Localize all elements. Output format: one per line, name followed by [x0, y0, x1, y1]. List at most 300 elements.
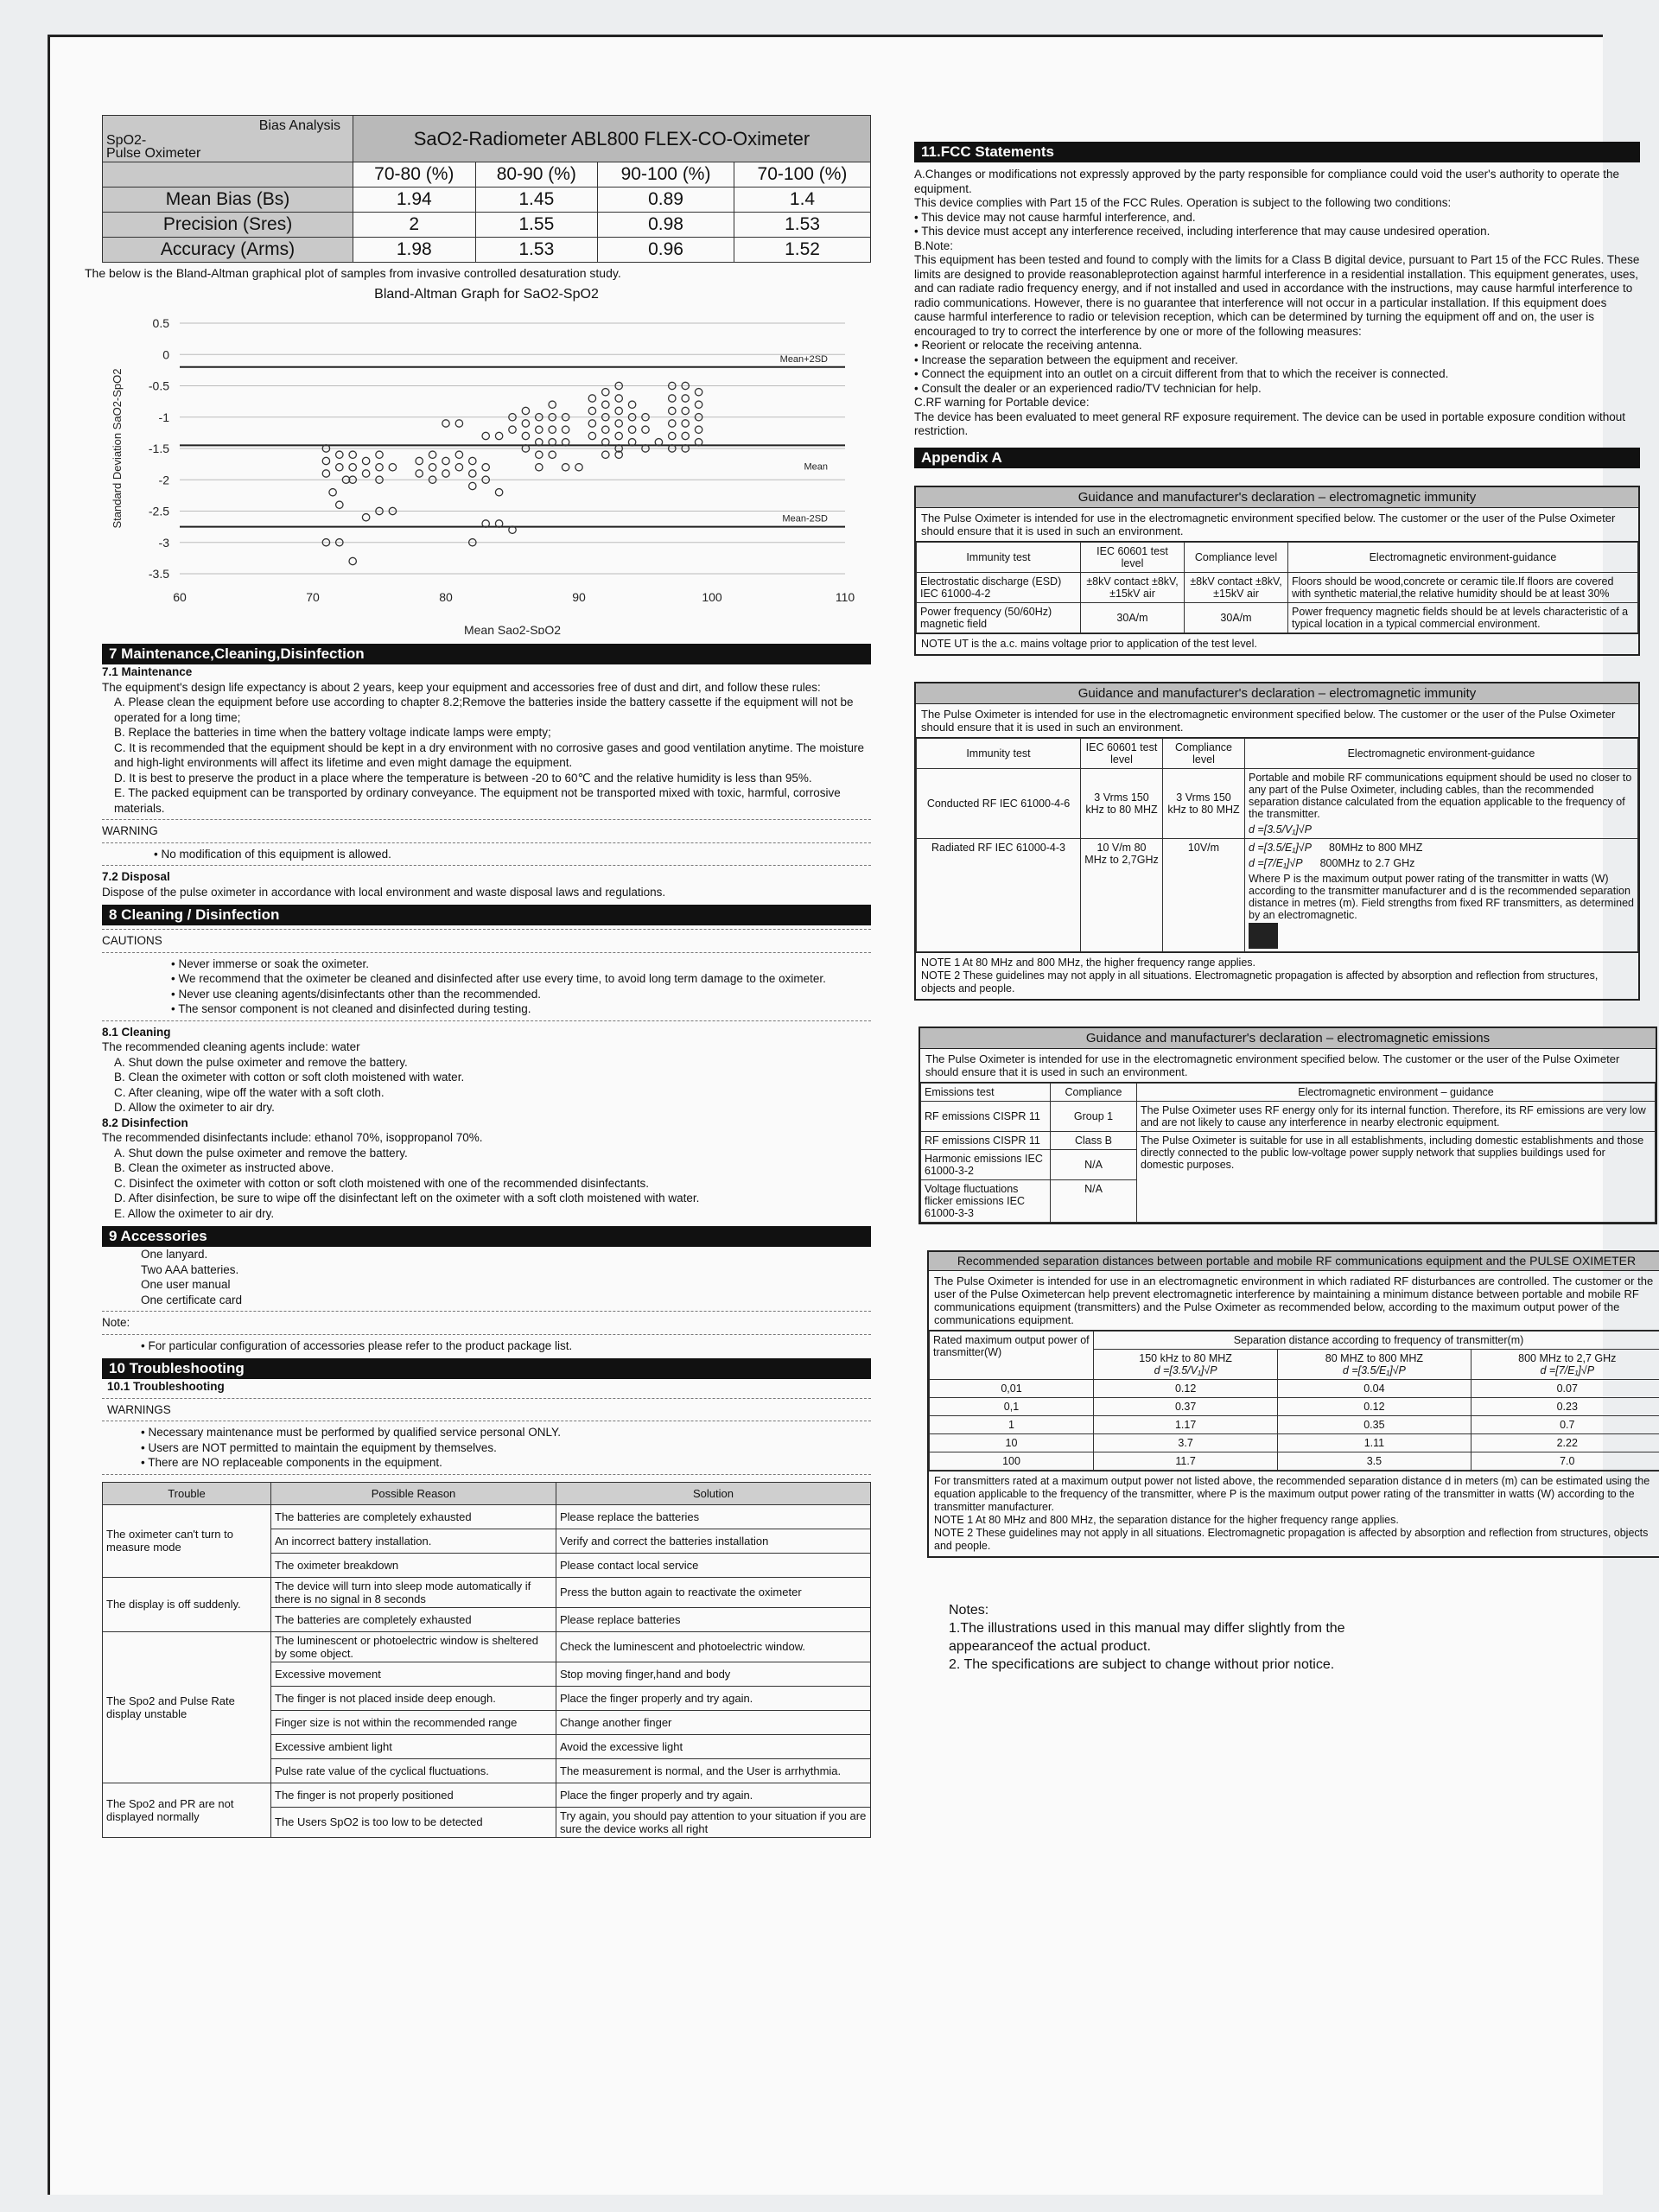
list-item: One certificate card	[141, 1293, 243, 1306]
list-item: E. Allow the oximeter to air dry.	[114, 1206, 275, 1220]
section-10-1-heading: 10.1 Troubleshooting	[107, 1380, 225, 1393]
appendix-a-header: Appendix A	[914, 448, 1640, 468]
solution-cell: Please replace batteries	[556, 1607, 871, 1631]
cell: 1.11	[1278, 1433, 1471, 1452]
solution-cell: Stop moving finger,hand and body	[556, 1662, 871, 1686]
table-row	[930, 1452, 1659, 1470]
y-tick-label: 0.5	[152, 316, 169, 330]
data-point	[522, 407, 529, 414]
reason-cell: The finger is not properly positioned	[271, 1783, 556, 1807]
data-point	[336, 451, 343, 458]
cell: ±8kV contact ±8kV,±15kV air	[1081, 572, 1185, 602]
data-point	[376, 451, 383, 458]
data-point	[482, 432, 489, 439]
list-item: C. Disinfect the oximeter with cotton or soft cloth moistened with one of the recommended disinfectants.	[114, 1176, 650, 1190]
closing-notes	[949, 1601, 1433, 1674]
list-item: One lanyard.	[141, 1248, 208, 1261]
list-item: D. It is best to preserve the product in a place where the temperature is between -20 to 60℃ and the relative humidity is less than 95%.	[114, 771, 812, 785]
note-line: 2. The specifications are subject to change without prior notice.	[949, 1656, 1335, 1672]
section-10-body	[102, 1379, 871, 1475]
data-point	[536, 451, 543, 458]
data-point	[575, 464, 582, 471]
table-row	[930, 1433, 1659, 1452]
y-tick-label: -2.5	[148, 504, 169, 518]
fcc-line: C.RF warning for Portable device:	[914, 396, 1090, 409]
cell: 0.98	[598, 213, 734, 238]
list-item: • No modification of this equipment is allowed.	[154, 847, 391, 861]
data-point	[549, 451, 556, 458]
y-tick-label: -3.5	[148, 567, 169, 581]
cell: 0.37	[1094, 1397, 1278, 1415]
formula: d =[3.5/E₁]√P	[1342, 1363, 1406, 1376]
cell: Harmonic emissions IEC 61000-3-2	[921, 1149, 1051, 1179]
band-label: 80 MHZ to 800 MHZ	[1325, 1351, 1424, 1364]
data-point	[522, 432, 529, 439]
data-point	[322, 470, 329, 477]
cell: N/A	[1051, 1179, 1137, 1222]
table-row	[103, 1783, 871, 1807]
table-intro: The Pulse Oximeter is intended for use in the electromagnetic environment specified below. The customer or the user of the Pulse Oximeter should ensure that it is used in such an environment.	[916, 508, 1638, 542]
band-label: 150 kHz to 80 MHZ	[1139, 1351, 1232, 1364]
data-point	[362, 457, 369, 464]
cell: N/A	[1051, 1149, 1137, 1179]
note-line: NOTE 1 At 80 MHz and 800 MHz, the separation distance for the higher frequency range applies.	[934, 1513, 1399, 1526]
table-note	[916, 952, 1638, 999]
cell: 0,1	[930, 1397, 1094, 1415]
reason-cell: The oximeter breakdown	[271, 1553, 556, 1577]
data-point	[469, 457, 476, 464]
row-label: Precision (Sres)	[103, 213, 353, 238]
data-point	[536, 464, 543, 471]
bias-corner-title: Bias Analysis	[258, 118, 340, 133]
list-item: • For particular configuration of accessories please refer to the product package list.	[141, 1338, 573, 1352]
data-point	[322, 457, 329, 464]
note-label: Note:	[102, 1316, 130, 1329]
row-label: Mean Bias (Bs)	[103, 188, 353, 213]
guidance-text: Portable and mobile RF communications equipment should be used no closer to any part of the Pulse Oximeter, including cables, than the recommended separation distance calculated from the equation applicable to the frequency of the transmitter.	[1249, 771, 1632, 820]
cell: 1.53	[734, 213, 871, 238]
cell: Electrostatic discharge (ESD) IEC 61000-4-2	[917, 572, 1081, 602]
table-row	[930, 1415, 1659, 1433]
warning-item: Necessary maintenance must be performed by qualified service personal ONLY.	[148, 1426, 561, 1439]
table-title: Recommended separation distances between portable and mobile RF communications equipment and the PULSE OXIMETER	[929, 1252, 1659, 1271]
solution-cell: Check the luminescent and photoelectric window.	[556, 1631, 871, 1662]
cell: 1.4	[734, 188, 871, 213]
formula: d =[7/E₁]√P	[1540, 1363, 1595, 1376]
data-point	[602, 389, 609, 396]
caution-item: We recommend that the oximeter be cleaned and disinfected after use every time, to avoid long term damage to the oximeter.	[178, 972, 826, 985]
fcc-line: This device complies with Part 15 of the FCC Rules. Operation is subject to the following two conditions:	[914, 196, 1452, 209]
cell: 1.55	[475, 213, 598, 238]
fcc-statements	[914, 168, 1640, 439]
fcc-line: • Consult the dealer or an experienced radio/TV technician for help.	[914, 381, 1262, 395]
separation-header: Separation distance according to frequency of transmitter(m)	[1094, 1331, 1659, 1349]
column-header: Compliance level	[1185, 542, 1288, 572]
cell: 0.07	[1471, 1379, 1659, 1397]
reason-cell: An incorrect battery installation.	[271, 1529, 556, 1553]
data-point	[682, 432, 689, 439]
table-note: NOTE UT is the a.c. mains voltage prior to application of the test level.	[916, 633, 1638, 654]
data-point	[495, 489, 502, 496]
y-tick-label: -2	[158, 473, 169, 487]
data-point	[455, 420, 462, 427]
fcc-line: • This device may not cause harmful interference, and.	[914, 210, 1196, 224]
data-point	[588, 407, 595, 414]
list-item: • We recommend that the oximeter be cleaned and disinfected after use every time, to avoid long term damage to the oximeter.	[171, 972, 826, 985]
divider	[102, 865, 871, 866]
fcc-line: • This device must accept any interference received, including interference that may cause undesired operation.	[914, 225, 1491, 238]
data-point	[416, 470, 423, 477]
list-item: B. Clean the oximeter as instructed above.	[114, 1161, 334, 1174]
data-point	[362, 470, 369, 477]
cell: The Pulse Oximeter uses RF energy only for its internal function. Therefore, its RF emissions are very low and are not likely to cause any interference in nearby electronic equipment.	[1137, 1101, 1656, 1131]
cell: 3 Vrms 150 kHz to 80 MHZ	[1163, 768, 1245, 838]
list-item: • Necessary maintenance must be performed by qualified service personal ONLY.	[141, 1426, 561, 1439]
cell: 30A/m	[1081, 602, 1185, 632]
cell: Power frequency magnetic fields should be at levels characteristic of a typical location in a typical commercial environment.	[1288, 602, 1638, 632]
reason-cell: The batteries are completely exhausted	[271, 1504, 556, 1529]
divider	[102, 1334, 871, 1335]
section-11-header: 11.FCC Statements	[914, 142, 1640, 162]
formula: d =[7/E₁]√P	[1249, 856, 1303, 869]
table-row	[103, 188, 871, 213]
section-7-1-heading: 7.1 Maintenance	[102, 665, 193, 678]
section-9-body	[102, 1247, 871, 1353]
caution-item: Never immerse or soak the oximeter.	[178, 957, 370, 970]
data-point	[642, 426, 649, 433]
table-row	[921, 1131, 1656, 1149]
immunity-table-2	[914, 682, 1640, 1001]
cell: 1.53	[475, 238, 598, 263]
data-point	[695, 426, 702, 433]
band-header	[1278, 1349, 1471, 1379]
column-header: Solution	[556, 1482, 871, 1504]
cell: 1.98	[353, 238, 476, 263]
table-row	[103, 1504, 871, 1529]
divider	[102, 1398, 871, 1399]
list-item: • Never use cleaning agents/disinfectants other than the recommended.	[171, 987, 541, 1001]
formula: d =[3.5/V₁]√P	[1154, 1363, 1217, 1376]
column-header: Emissions test	[921, 1083, 1051, 1101]
formula-range: 800MHz to 2.7 GHz	[1319, 856, 1415, 869]
section-10-header: 10 Troubleshooting	[102, 1358, 871, 1379]
data-point	[482, 464, 489, 471]
solution-cell: Try again, you should pay attention to your situation if you are sure the device works all right	[556, 1807, 871, 1837]
cell: Power frequency (50/60Hz) magnetic field	[917, 602, 1081, 632]
fcc-line: • Increase the separation between the equipment and receiver.	[914, 353, 1238, 366]
trouble-cell: The display is off suddenly.	[103, 1577, 271, 1631]
cell: 3.7	[1094, 1433, 1278, 1452]
data-point	[615, 407, 622, 414]
fcc-line: • Reorient or relocate the receiving antenna.	[914, 339, 1142, 352]
section-7-body	[102, 664, 871, 899]
cell: 7.0	[1471, 1452, 1659, 1470]
data-point	[442, 470, 449, 477]
cell: Voltage fluctuations flicker emissions IEC 61000-3-3	[921, 1179, 1051, 1222]
data-point	[549, 401, 556, 408]
warning-item: There are NO replaceable components in the equipment.	[148, 1456, 442, 1469]
note-line: NOTE 2 These guidelines may not apply in all situations. Electromagnetic propagation is affected by absorption and reflection from structures, objects and people.	[921, 969, 1599, 995]
data-point	[362, 514, 369, 521]
section-9-header: 9 Accessories	[102, 1226, 871, 1247]
column-header: Electromagnetic environment – guidance	[1137, 1083, 1656, 1101]
cell	[1245, 838, 1638, 951]
column-header: Electromagnetic environment-guidance	[1245, 738, 1638, 768]
cell: 2	[353, 213, 476, 238]
table-row	[917, 602, 1638, 632]
cell: 0,01	[930, 1379, 1094, 1397]
cell	[1245, 768, 1638, 838]
paragraph: The recommended cleaning agents include: water	[102, 1040, 360, 1053]
band-label: 800 MHz to 2,7 GHz	[1518, 1351, 1617, 1364]
data-point	[669, 420, 676, 427]
left-column	[85, 115, 871, 1838]
data-point	[442, 457, 449, 464]
solution-cell: Please contact local service	[556, 1553, 871, 1577]
range-header: 70-80 (%)	[353, 162, 476, 188]
data-point	[562, 464, 569, 471]
y-tick-label: -3	[158, 535, 169, 550]
column-header: Possible Reason	[271, 1482, 556, 1504]
bland-intro: The below is the Bland-Altman graphical plot of samples from invasive controlled desaturation study.	[85, 266, 621, 280]
range-header: 90-100 (%)	[598, 162, 734, 188]
list-item: A. Please clean the equipment before use according to chapter 8.2;Remove the batteries inside the battery cassette if the equipment will not be operated for a long time;	[114, 696, 854, 724]
data-point	[602, 426, 609, 433]
cell: 1.17	[1094, 1415, 1278, 1433]
data-point	[588, 420, 595, 427]
bias-corner-cell	[103, 116, 353, 162]
data-point	[615, 420, 622, 427]
bias-corner-sub: SpO2- Pulse Oximeter	[106, 133, 201, 161]
y-tick-label: -1.5	[148, 442, 169, 455]
data-point	[682, 395, 689, 402]
cell: 100	[930, 1452, 1094, 1470]
y-tick-label: -1	[158, 410, 169, 424]
reason-cell: The luminescent or photoelectric window is sheltered by some object.	[271, 1631, 556, 1662]
column-header: Trouble	[103, 1482, 271, 1504]
separation-distance-table	[927, 1250, 1659, 1558]
cell: 11.7	[1094, 1452, 1278, 1470]
list-item: B. Clean the oximeter with cotton or soft cloth moistened with water.	[114, 1071, 465, 1084]
data-point	[628, 426, 635, 433]
table-row	[921, 1101, 1656, 1131]
data-point	[588, 395, 595, 402]
solution-cell: Press the button again to reactivate the oximeter	[556, 1577, 871, 1607]
data-point	[469, 470, 476, 477]
list-item: • There are NO replaceable components in the equipment.	[141, 1456, 442, 1469]
notes-title: Notes:	[949, 1602, 989, 1618]
cell: The Pulse Oximeter is suitable for use in all establishments, including domestic establishments and those directly connected to the public low-voltage power supply network that supplies buildings used for domestic purposes.	[1137, 1131, 1656, 1222]
reason-cell: Finger size is not within the recommended range	[271, 1710, 556, 1734]
trouble-cell: The Spo2 and PR are not displayed normally	[103, 1783, 271, 1837]
table-row	[930, 1397, 1659, 1415]
cell: Class B	[1051, 1131, 1137, 1149]
fcc-line: B.Note:	[914, 238, 954, 252]
data-point	[615, 395, 622, 402]
cell: 3 Vrms 150 kHz to 80 MHZ	[1081, 768, 1163, 838]
table-row	[930, 1379, 1659, 1397]
column-header: Compliance	[1051, 1083, 1137, 1101]
divider	[102, 1474, 871, 1475]
reason-cell: The finger is not placed inside deep enough.	[271, 1686, 556, 1710]
divider	[102, 819, 871, 820]
cell: 1.52	[734, 238, 871, 263]
y-axis-label: Standard Deviation SaO2-SpO2	[111, 368, 124, 529]
chart-title: Bland-Altman Graph for SaO2-SpO2	[374, 287, 599, 302]
list-item: D. After disinfection, be sure to wipe off the disinfectant left on the oximeter with a soft cloth moistened with water.	[114, 1192, 700, 1205]
note-item: For particular configuration of accessories please refer to the product package list.	[148, 1338, 573, 1352]
formula: d =[3.5/E₁]√P	[1249, 841, 1312, 854]
cell: RF emissions CISPR 11	[921, 1101, 1051, 1131]
cell: Radiated RF IEC 61000-4-3	[917, 838, 1081, 951]
list-item: D. Allow the oximeter to air dry.	[114, 1101, 275, 1114]
list-item: C. It is recommended that the equipment should be kept in a dry environment with no corrosive gases and good ventilation anytime. The moisture and high-light environments will affect its lifetime and even might damage the equipment.	[114, 741, 864, 769]
section-7-header: 7 Maintenance,Cleaning,Disinfection	[102, 644, 871, 664]
solution-cell: Place the finger properly and try again.	[556, 1783, 871, 1807]
data-point	[615, 432, 622, 439]
cell: 1.94	[353, 188, 476, 213]
cell: RF emissions CISPR 11	[921, 1131, 1051, 1149]
column-header: IEC 60601 test level	[1081, 738, 1163, 768]
divider	[102, 1020, 871, 1021]
data-point	[455, 451, 462, 458]
cell: 0.7	[1471, 1415, 1659, 1433]
data-point	[495, 432, 502, 439]
y-tick-label: 0	[162, 347, 169, 362]
reason-cell: The Users SpO2 is too low to be detected	[271, 1807, 556, 1837]
list-item: A. Shut down the pulse oximeter and remove the battery.	[114, 1055, 408, 1069]
data-point	[469, 482, 476, 489]
reference-line-label: Mean+2SD	[779, 353, 828, 365]
table-intro: The Pulse Oximeter is intended for use in the electromagnetic environment specified below. The customer or the user of the Pulse Oximeter should ensure that it is used in such an environment.	[920, 1049, 1656, 1083]
formula: d =[3.5/V₁]√P	[1249, 823, 1312, 836]
redaction-block	[1249, 923, 1278, 949]
column-header: Compliance level	[1163, 738, 1245, 768]
solution-cell: Please replace the batteries	[556, 1504, 871, 1529]
x-tick-label: 70	[306, 590, 320, 604]
data-point	[682, 420, 689, 427]
cell: Floors should be wood,concrete or ceramic tile.If floors are covered with synthetic material,the relative humidity should be at least 30%	[1288, 572, 1638, 602]
data-point	[455, 464, 462, 471]
list-item: A. Shut down the pulse oximeter and remove the battery.	[114, 1146, 408, 1160]
immunity-table-1	[914, 486, 1640, 656]
data-point	[349, 464, 356, 471]
band-header	[1094, 1349, 1278, 1379]
section-8-header: 8 Cleaning / Disinfection	[102, 905, 871, 925]
section-7-2-heading: 7.2 Disposal	[102, 870, 170, 883]
warning-item: Users are NOT permitted to maintain the equipment by themselves.	[148, 1440, 497, 1454]
note-line: NOTE 1 At 80 MHz and 800 MHz, the higher frequency range applies.	[921, 956, 1256, 969]
note-line: 1.The illustrations used in this manual may differ slightly from the appearanceof the actual product.	[949, 1620, 1345, 1654]
cell: 30A/m	[1185, 602, 1288, 632]
solution-cell: Verify and correct the batteries installation	[556, 1529, 871, 1553]
paragraph: Dispose of the pulse oximeter in accordance with local environment and waste disposal laws and regulations.	[102, 885, 666, 899]
bias-analysis-table	[102, 115, 871, 263]
data-point	[416, 457, 423, 464]
emissions-table	[918, 1027, 1657, 1224]
data-point	[536, 426, 543, 433]
bland-altman-chart	[102, 306, 871, 634]
table-title: Guidance and manufacturer's declaration – electromagnetic immunity	[916, 683, 1638, 704]
guidance-text: Where P is the maximum output power rating of the transmitter in watts (W) according to the transmitter manufacturer and d is the recommended separation distance in metres (m). Field strengths from fixed RF transmitters, as determined by an electromagnetic.	[1249, 872, 1634, 921]
manual-page	[48, 35, 1654, 2195]
table-title: Guidance and manufacturer's declaration – electromagnetic immunity	[916, 487, 1638, 508]
rated-power-header: Rated maximum output power of transmitter(W)	[930, 1331, 1094, 1379]
cell: 10V/m	[1163, 838, 1245, 951]
cell: 10	[930, 1433, 1094, 1452]
list-item: Two AAA batteries.	[141, 1262, 239, 1276]
column-header: Immunity test	[917, 738, 1081, 768]
data-point	[429, 464, 435, 471]
paragraph: The equipment's design life expectancy is about 2 years, keep your equipment and accessories free of dust and dirt, and follow these rules:	[102, 680, 821, 694]
caution-item: The sensor component is not cleaned and disinfected during testing.	[178, 1002, 531, 1015]
divider	[102, 1311, 871, 1312]
list-item: B. Replace the batteries in time when the battery voltage indicate lamps were empty;	[114, 726, 551, 739]
x-tick-label: 100	[702, 590, 722, 604]
list-item: C. After cleaning, wipe off the water with a soft cloth.	[114, 1085, 385, 1099]
column-header: IEC 60601 test level	[1081, 542, 1185, 572]
list-item: One user manual	[141, 1278, 231, 1291]
data-point	[429, 451, 435, 458]
trouble-cell: The oximeter can't turn to measure mode	[103, 1504, 271, 1577]
cell: Conducted RF IEC 61000-4-6	[917, 768, 1081, 838]
cell: 0.12	[1278, 1397, 1471, 1415]
divider	[102, 842, 871, 843]
table-row	[917, 838, 1638, 951]
data-point	[336, 464, 343, 471]
data-point	[695, 389, 702, 396]
solution-cell: Place the finger properly and try again.	[556, 1686, 871, 1710]
divider	[102, 952, 871, 953]
warning-item: No modification of this equipment is allowed.	[161, 847, 391, 861]
device-title: SaO2-Radiometer ABL800 FLEX-CO-Oximeter	[353, 116, 871, 162]
data-point	[588, 432, 595, 439]
reference-line-label: Mean-2SD	[782, 513, 828, 524]
data-point	[349, 557, 356, 564]
section-8-1-heading: 8.1 Cleaning	[102, 1025, 171, 1039]
x-tick-label: 80	[439, 590, 453, 604]
solution-cell: Avoid the excessive light	[556, 1734, 871, 1758]
data-point	[628, 401, 635, 408]
data-point	[602, 401, 609, 408]
cell: 0.12	[1094, 1379, 1278, 1397]
warning-label: WARNING	[102, 824, 158, 837]
table-row	[917, 572, 1638, 602]
fcc-line: • Connect the equipment into an outlet on a circuit different from that to which the receiver is connected.	[914, 367, 1449, 380]
fcc-line: A.Changes or modifications not expressly approved by the party responsible for compliance could void the user's authority to operate the equipment.	[914, 168, 1620, 195]
cautions-label: CAUTIONS	[102, 934, 162, 947]
column-header: Electromagnetic environment-guidance	[1288, 542, 1638, 572]
list-item: • The sensor component is not cleaned and disinfected during testing.	[171, 1002, 531, 1015]
trouble-cell: The Spo2 and Pulse Rate display unstable	[103, 1631, 271, 1783]
data-point	[509, 426, 516, 433]
x-tick-label: 90	[572, 590, 586, 604]
section-8-2-heading: 8.2 Disinfection	[102, 1116, 188, 1129]
data-point	[602, 451, 609, 458]
table-title: Guidance and manufacturer's declaration – electromagnetic emissions	[920, 1028, 1656, 1049]
cell: 0.23	[1471, 1397, 1659, 1415]
cell: 10 V/m 80 MHz to 2,7GHz	[1081, 838, 1163, 951]
cell: 0.04	[1278, 1379, 1471, 1397]
data-point	[336, 501, 343, 508]
table-row	[103, 238, 871, 263]
data-point	[376, 464, 383, 471]
data-point	[669, 432, 676, 439]
column-header: Immunity test	[917, 542, 1081, 572]
data-point	[682, 407, 689, 414]
data-point	[549, 426, 556, 433]
note-line: For transmitters rated at a maximum output power not listed above, the recommended separation distance d in meters (m) can be estimated using the equation applicable to the frequency of the transmitter, where P is the maximum output power rating of the transmitter in watts (W) according to the transmitter manufacturer.	[934, 1474, 1650, 1513]
